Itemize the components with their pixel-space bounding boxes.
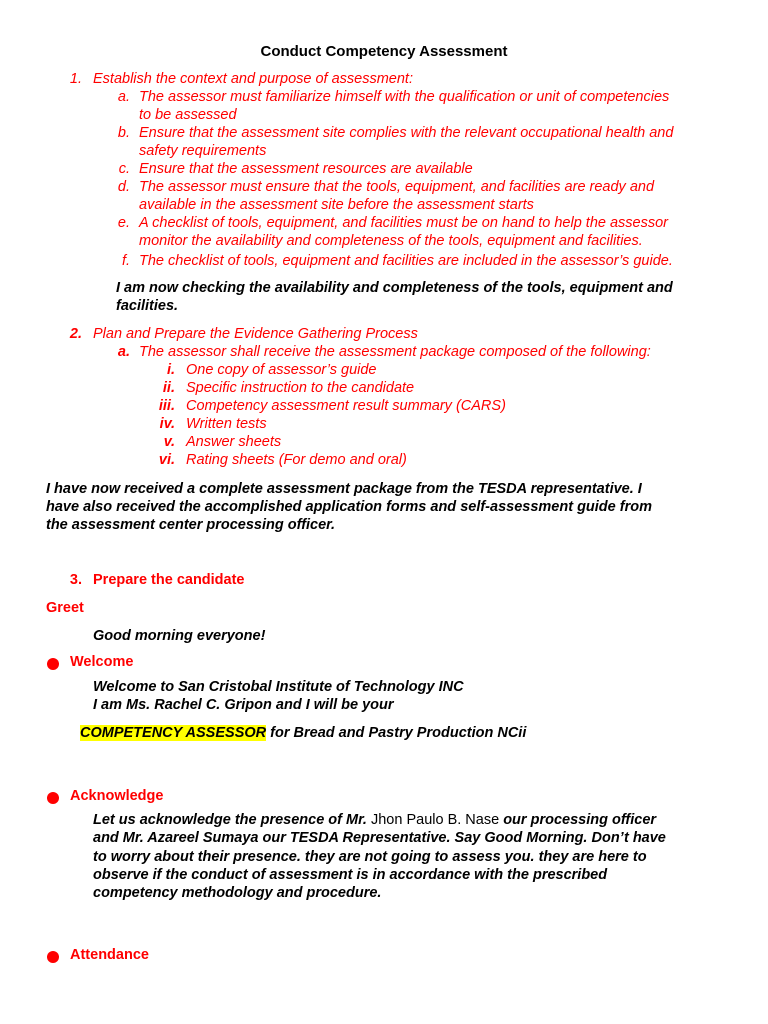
sublist-marker: iii. (158, 398, 175, 414)
sublist-marker: vi. (158, 452, 175, 468)
sublist-item: Rating sheets (For demo and oral) (186, 452, 407, 468)
welcome-line-1: Welcome to San Cristobal Institute of Technology INC (93, 679, 464, 695)
welcome-line-2: I am Ms. Rachel C. Gripon and I will be your (93, 697, 394, 713)
sublist-item: One copy of assessor’s guide (186, 362, 377, 378)
page-title: Conduct Competency Assessment (260, 43, 508, 60)
list-item-continued: monitor the availability and completeness of the tools, equipment and facilities. (139, 233, 643, 249)
acknowledge-line-2: and Mr. Azareel Sumaya our TESDA Representative. Say Good Morning. Don’t have (93, 830, 666, 846)
list-item: Ensure that the assessment resources are available (139, 161, 473, 177)
package-statement-line2: have also received the accomplished application forms and self-assessment guide from (46, 499, 652, 515)
greet-text: Good morning everyone! (93, 628, 266, 644)
list-item-continued: available in the assessment site before the assessment starts (139, 197, 534, 213)
bullet-icon (47, 792, 59, 804)
bullet-icon (47, 658, 59, 670)
acknowledge-line-5: competency methodology and procedure. (93, 885, 382, 901)
sublist-marker: i. (166, 362, 175, 378)
list-item: The assessor must familiarize himself with the qualification or unit of competencies (139, 89, 670, 105)
list-item: Ensure that the assessment site complies with the relevant occupational health and (139, 125, 674, 141)
package-statement: I have now received a complete assessment package from the TESDA representative. I (46, 481, 642, 497)
list-item: The assessor must ensure that the tools, equipment, and facilities are ready and (139, 179, 655, 195)
list-item: A checklist of tools, equipment, and facilities must be on hand to help the assessor (139, 215, 669, 231)
list-item: The assessor shall receive the assessment package composed of the following: (139, 344, 651, 360)
list-marker: e. (117, 215, 130, 231)
checking-statement-continued: facilities. (116, 298, 179, 314)
list-item-continued: safety requirements (139, 143, 267, 159)
welcome-line-3 (80, 725, 526, 741)
sublist-item: Written tests (186, 416, 267, 432)
list-item-continued: to be assessed (139, 107, 237, 123)
welcome-line-3-rest: for Bread and Pastry Production NCii (266, 725, 527, 741)
list-marker: a. (117, 344, 130, 360)
section-3-heading: Prepare the candidate (93, 572, 245, 588)
section-1-heading: Establish the context and purpose of assessment: (93, 71, 413, 87)
sublist-marker: v. (163, 434, 175, 450)
processing-officer-name: Jhon Paulo B. Nase (366, 812, 504, 828)
checking-statement: I am now checking the availability and completeness of the tools, equipment and (116, 280, 673, 296)
list-item: The checklist of tools, equipment and facilities are included in the assessor’s guide. (139, 253, 673, 269)
assessor-highlight: COMPETENCY ASSESSOR (80, 725, 267, 741)
sublist-item: Specific instruction to the candidate (186, 380, 415, 396)
greet-label: Greet (46, 600, 84, 616)
acknowledge-label: Acknowledge (70, 788, 164, 804)
section-1-number: 1. (69, 71, 82, 87)
package-statement-line3: the assessment center processing officer. (46, 517, 336, 533)
acknowledge-line-4: observe if the conduct of assessment is in accordance with the prescribed (93, 867, 608, 883)
acknowledge-line-1 (93, 812, 719, 828)
sublist-item: Competency assessment result summary (CARS) (186, 398, 506, 414)
section-3-number: 3. (69, 572, 82, 588)
acknowledge-line-1-a: Let us acknowledge the presence of Mr. (93, 812, 367, 828)
list-marker: a. (117, 89, 130, 105)
acknowledge-line-3: to worry about their presence. they are not going to assess you. they are here to (93, 849, 647, 865)
section-2-number: 2. (69, 326, 82, 342)
list-marker: f. (121, 253, 130, 269)
acknowledge-line-1-b: our processing officer (503, 812, 657, 828)
list-marker: b. (117, 125, 130, 141)
sublist-marker: ii. (162, 380, 175, 396)
welcome-label: Welcome (70, 654, 134, 670)
list-marker: c. (118, 161, 130, 177)
section-2-heading: Plan and Prepare the Evidence Gathering Process (93, 326, 418, 342)
attendance-label: Attendance (70, 947, 149, 963)
sublist-marker: iv. (159, 416, 175, 432)
sublist-item: Answer sheets (186, 434, 282, 450)
list-marker: d. (117, 179, 130, 195)
bullet-icon (47, 951, 59, 963)
